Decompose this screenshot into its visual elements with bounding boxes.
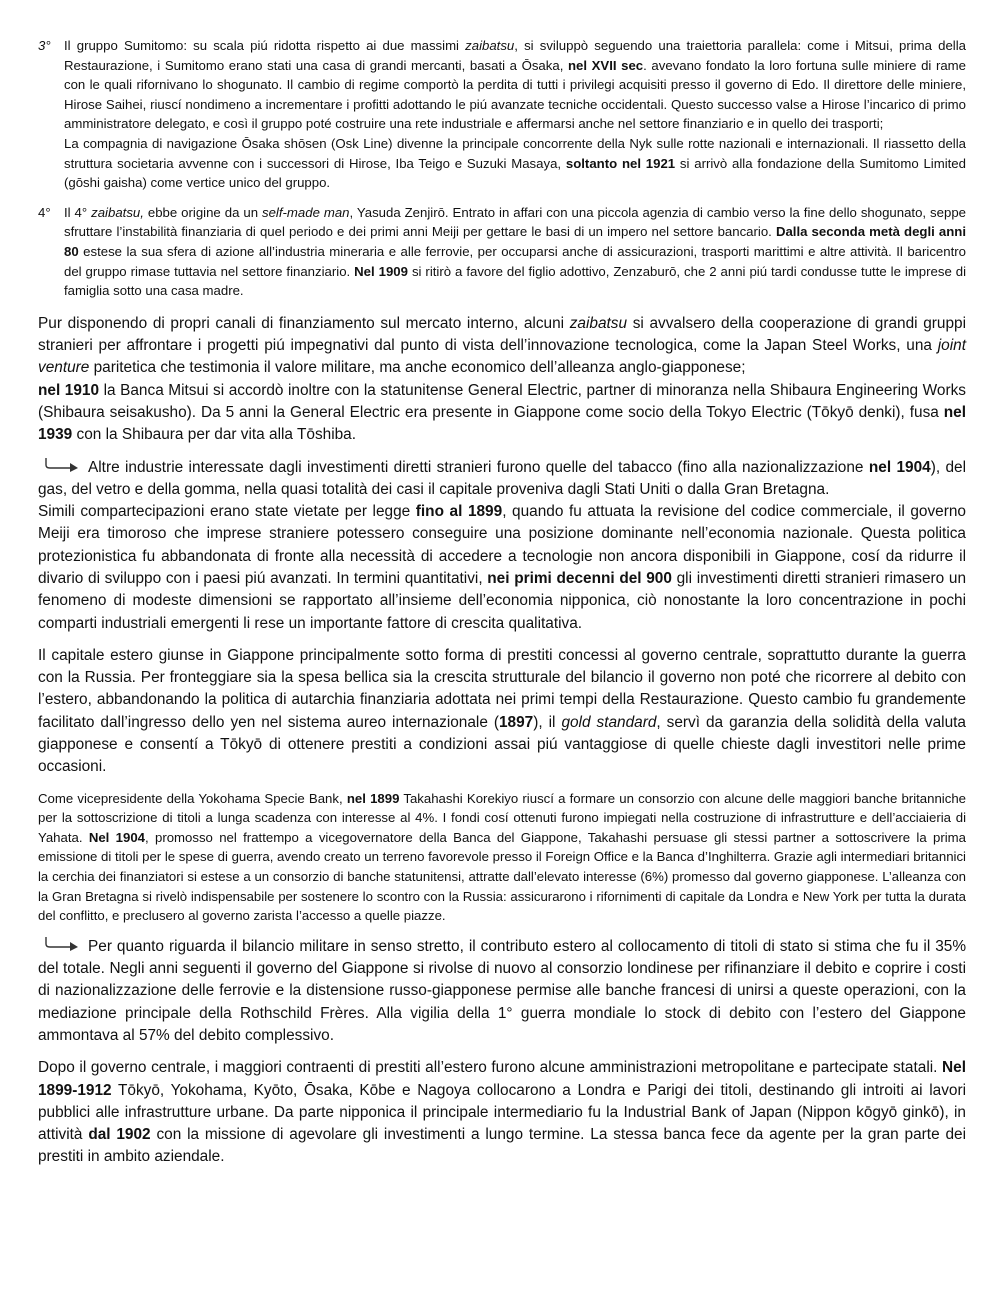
list-item-3: [38, 36, 966, 193]
body-section-3: [38, 645, 966, 779]
item-number: 4°: [38, 204, 51, 220]
list-item-4: [38, 203, 966, 301]
body-section-5: [38, 936, 966, 1047]
body-paragraph-arrow: Altre industrie interessate dagli investimenti diretti stranieri furono quelle del tabacco (fino alla nazionalizzazione nel 1904), del gas, del vetro e della gomma, nella quasi totalità dei casi il capitale proveniva dagli Stati Uniti o dalla Gran Bretagna.: [38, 458, 967, 498]
document-page: [38, 36, 966, 1169]
body-paragraph: Pur disponendo di propri canali di finanziamento sul mercato interno, alcuni zaibatsu si avvalsero della cooperazione di grandi gruppi stranieri per affrontare i progetti piú impegnativi dal punto di vista dell’innovazione tecnologica, come la Japan Steel Works, una joint venture paritetica che testimonia il valore militare, ma anche economico dell’alleanza anglo-giapponese;: [38, 314, 966, 377]
body-paragraph: Simili compartecipazioni erano state vietate per legge fino al 1899, quando fu attuata la revisione del codice commerciale, il governo Meiji era timoroso che imprese straniere potessero conseguire una posizione dominante nell’economia nazionale. Questa politica protezionistica fu abbandonata di fronte alla necessità di accedere a tecnologie non ancora disponibili in Giappone, cosí da ridurre il divario di sviluppo con i paesi piú avanzati. In termini quantitativi, nei primi decenni del 900 gli investimenti diretti stranieri rimasero un fenomeno di modeste dimensioni se rapportato all’insieme dell’economia nipponica, ciò nonostante la loro concentrazione in pochi comparti industriali emergenti li rese un importante fattore di crescita qualitativa.: [38, 503, 967, 632]
item-3-paragraph-2: La compagnia di navigazione Ōsaka shōsen (Osk Line) divenne la principale concorrente della Nyk sulle rotte nazionali e internazionali. Il riassetto della struttura societaria avvenne con i successori di Hirose, Iba Teigo e Suzuki Masaya, soltanto nel 1921 si arrivò alla fondazione della Sumitomo Limited (gōshi gaisha) come vertice unico del gruppo.: [64, 135, 966, 191]
body-paragraph: nel 1910 la Banca Mitsui si accordò inoltre con la statunitense General Electric, partner di minoranza nella Shibaura Engineering Works (Shibaura seisakusho). Da 5 anni la General Electric era presente in Giappone come socio della Tokyo Electric (Tōkyō denki), fusa nel 1939 con la Shibaura per dar vita alla Tōshiba.: [38, 381, 966, 444]
body-paragraph: Il capitale estero giunse in Giappone principalmente sotto forma di prestiti concessi al governo centrale, soprattutto durante la guerra con la Russia. Per fronteggiare sia la spesa bellica sia la crescita strutturale del bilancio il governo non poté che ricorrere al debito con l’estero, abbandonando la politica di autarchia finanziaria adottata nei primi tempi della Restaurazione. Questo cambio fu grandemente facilitato dall’ingresso dello yen nel sistema aureo internazionale (1897), il gold standard, servì da garanzia della solidità della valuta giapponese e consentí a Tōkyō di ottenere prestiti a condizioni assai piú vantaggiose di quelle chieste dagli investitori nelle prime occasioni.: [38, 646, 966, 776]
body-paragraph: Dopo il governo centrale, i maggiori contraenti di prestiti all’estero furono alcune amministrazioni metropolitane e partecipate statali. Nel 1899-1912 Tōkyō, Yokohama, Kyōto, Ōsaka, Kōbe e Nagoya collocarono a Londra e Parigi dei titoli, destinando gli introiti ai lavori pubblici alle infrastrutture urbane. Da parte nipponica il principale intermediario fu la Industrial Bank of Japan (Nippon kōgyō ginkō), in attività dal 1902 con la missione di agevolare gli investimenti a lungo termine. La stessa banca fece da agente per la gran parte dei prestiti in ambito aziendale.: [38, 1059, 966, 1166]
body-section-1: [38, 313, 966, 447]
item-number: 3°: [38, 38, 51, 53]
bent-arrow-icon: [42, 457, 82, 473]
bent-arrow-icon: [42, 936, 82, 952]
body-paragraph-arrow: Per quanto riguarda il bilancio militare in senso stretto, il contributo estero al collocamento di titoli di stato si stima che fu il 35% del totale. Negli anni seguenti il governo del Giappone si rivolse di nuovo al consorzio londinese per rifinanziare il debito e coprire i costi di nazionalizzazione delle ferrovie e la distensione russo-giapponese permise alle banche francesi di unirsi a queste operazioni, con la mediazione principale della Rothschild Frères. Alla vigilia della 1° guerra mondiale lo stock di debito con l’estero del Giappone ammontava al 57% del debito complessivo.: [38, 937, 966, 1044]
item-3-paragraph-1: Il gruppo Sumitomo: su scala piú ridotta rispetto ai due massimi zaibatsu, si sviluppò seguendo una traiettoria parallela: come i Mitsui, prima della Restaurazione, i Sumitomo erano stati una casa di grandi mercanti, basati a Ōsaka, nel XVII sec. avevano fondato la loro fortuna sulle miniere di rame con le quali rifornivano lo shogunato. Il cambio di regime comportò la perdita di tutti i privilegi acquisiti presso il governo di Edo. Il direttore delle miniere, Hirose Saihei, riuscí nondimeno a incrementare i profitti adottando le piú avanzate tecniche occidentali. Questo successo valse a Hirose l’incarico di primo amministratore delegato, e così il gruppo poté costruire una rete industriale e affermarsi anche nel settore finanziario e in quello dei trasporti;: [64, 38, 966, 132]
body-section-2: [38, 457, 966, 635]
body-section-6: [38, 1057, 966, 1168]
body-section-4: [38, 789, 966, 926]
body-paragraph: Come vicepresidente della Yokohama Specie Bank, nel 1899 Takahashi Korekiyo riuscí a formare un consorzio con alcune delle maggiori banche britanniche per la sottoscrizione di titoli a lunga scadenza con interesse al 4%. I fondi cosí ottenuti furono impiegati nella costruzione di infrastrutture e dell’acciaieria di Yahata. Nel 1904, promosso nel frattempo a vicegovernatore della Banca del Giappone, Takahashi persuase gli stessi partner a sottoscrivere la prima emissione di titoli per le spese di guerra, avendo creato un terreno favorevole presso il Foreign Office e la Banca d’Inghilterra. Grazie agli intermediari britannici la cerchia dei finanziatori si estese a un consorzio di banche statunitensi, attratte dall’elevato interesse (6%) promesso dal governo giapponese. L’alleanza con la Gran Bretagna si rivelò indispensabile per sostenere lo scontro con la Russia: assicurarono i rifornimenti di capitale da Londra e New York per tutta la durata del conflitto, e preclusero al governo zarista l’accesso a quelle piazze.: [38, 790, 966, 924]
item-4-paragraph: Il 4° zaibatsu, ebbe origine da un self-made man, Yasuda Zenjirō. Entrato in affari con una piccola agenzia di cambio verso la fine dello shogunato, seppe sfruttare l’instabilità finanziaria di quel periodo e dei primi anni Meiji per gettare le basi di un impero nel settore bancario. Dalla seconda metà degli anni 80 estese la sua sfera di azione all’industria mineraria e alle ferrovie, per occuparsi anche di assicurazioni, trasporti marittimi e altre attività. Il baricentro del gruppo rimase tuttavia nel settore finanziario. Nel 1909 si ritirò a favore del figlio adottivo, Zenzaburō, che 2 anni piú tardi condusse tutte le imprese di famiglia sotto una casa madre.: [64, 204, 966, 299]
